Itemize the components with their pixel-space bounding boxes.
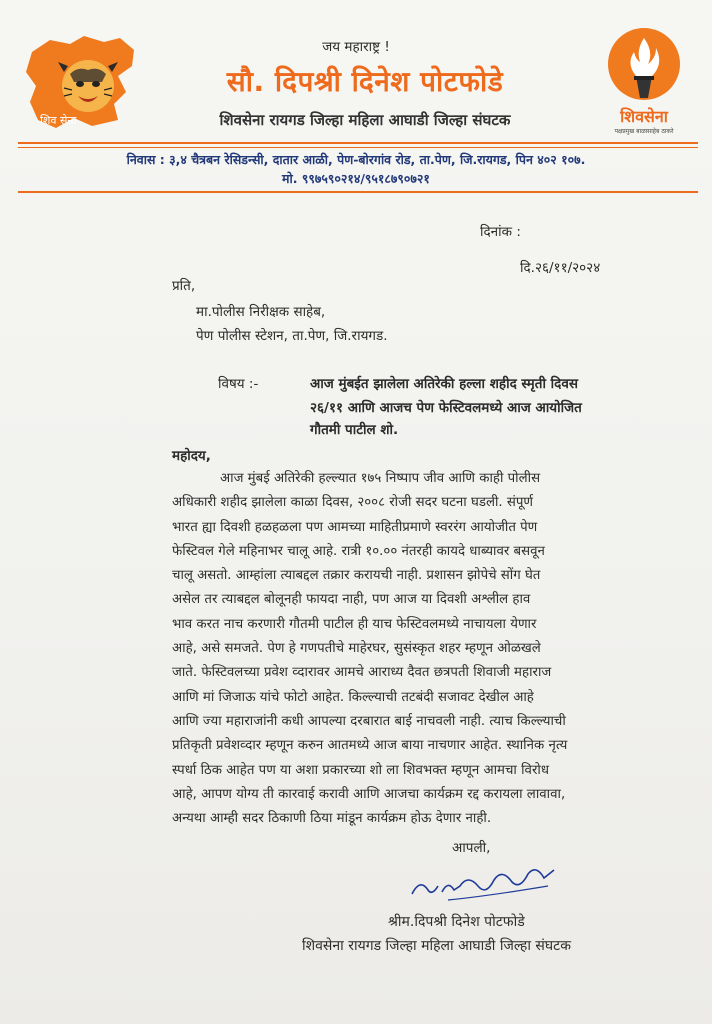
body-line: प्रतिकृती प्रवेशव्दार म्हणून करुन आतमध्ये आज बाया नाचणार आहेत. स्थानिक नृत्य bbox=[172, 738, 568, 754]
right-logo-text: शिवसेना bbox=[620, 107, 668, 126]
letterhead-designation: शिवसेना रायगड जिल्हा महिला आघाडी जिल्हा संघटक bbox=[219, 111, 511, 129]
tagline: जय महाराष्ट्र ! bbox=[322, 39, 390, 55]
body-line: स्पर्धा ठिक आहेत पण या अशा प्रकारच्या शो ला शिवभक्त म्हणून आमचा विरोध bbox=[172, 762, 549, 778]
header-divider-top bbox=[18, 142, 698, 144]
body-line: आणि ज्या महाराजांनी कधी आपल्या दरबारात बाई नाचवली नाही. त्याच किल्ल्याची bbox=[172, 713, 566, 729]
header-divider-top-thin bbox=[18, 147, 698, 148]
subject-label: विषय :- bbox=[218, 376, 259, 392]
body-line: भाव करत नाच करणारी गौतमी पाटील ही याच फेस्टिवलमध्ये नाचायला येणार bbox=[172, 616, 537, 632]
body-line: आणि मां जिजाऊ यांचे फोटो आहेत. किल्ल्याची तटबंदी सजावट देखील आहे bbox=[172, 689, 534, 705]
address-line: निवास : ३,४ चैत्रबन रेसिडन्सी, दातार आळी, पेण-बोरगांव रोड, ता.पेण, जि.रायगड, पिन ४०२ १०७. bbox=[126, 152, 586, 167]
body-line: जाते. फेस्टिवलच्या प्रवेश व्दारावर आमचे आराध्य दैवत छत्रपती शिवाजी महाराज bbox=[172, 665, 552, 681]
recipient-address: पेण पोलीस स्टेशन, ता.पेण, जि.रायगड. bbox=[196, 328, 388, 344]
right-logo-subtext: पक्षप्रमुख बाळासाहेब ठाकरे bbox=[614, 128, 674, 135]
addressee-prefix: प्रति, bbox=[172, 278, 196, 294]
left-logo-text: शिव सेना bbox=[40, 114, 77, 127]
signer-designation: शिवसेना रायगड जिल्हा महिला आघाडी जिल्हा संघटक bbox=[302, 938, 571, 954]
body-line: अन्यथा आम्ही सदर ठिकाणी ठिया मांडून कार्यक्रम होऊ देणार नाही. bbox=[172, 811, 492, 827]
closing: आपली, bbox=[452, 840, 491, 856]
salutation: महोदय, bbox=[172, 448, 211, 464]
subject-line: गौतमी पाटील शो. bbox=[310, 422, 399, 438]
date-value: दि.२६/११/२०२४ bbox=[520, 260, 601, 276]
letterhead-name: सौ. दिपश्री दिनेश पोटफोडे bbox=[226, 65, 504, 98]
signer-name: श्रीम.दिपश्री दिनेश पोटफोडे bbox=[388, 914, 525, 930]
signature bbox=[408, 856, 558, 906]
subject-line: आज मुंबईत झालेला अतिरेकी हल्ला शहीद स्मृती दिवस bbox=[310, 376, 578, 392]
body-line: फेस्टिवल गेले महिनाभर चालू आहे. रात्री १०.०० नंतरही कायदे धाब्यावर बसवून bbox=[172, 543, 545, 559]
header-divider-bottom bbox=[18, 191, 698, 193]
date-label: दिनांक : bbox=[480, 224, 521, 240]
mobile-line: मो. ९९७५९०२१४/९५१८७९०७२१ bbox=[282, 171, 430, 186]
body-line: चालू असतो. आम्हांला त्याबद्दल तक्रार करायची नाही. प्रशासन झोपेचे सोंग घेत bbox=[172, 568, 541, 584]
body-line: भारत ह्या दिवशी हळहळला पण आमच्या माहितीप्रमाणे स्वररंग आयोजीत पेण bbox=[172, 519, 538, 535]
body-line: आहे, असे समजते. पेण हे गणपतीचे माहेरघर, सुसंस्कृत शहर म्हणून ओळखले bbox=[172, 641, 541, 657]
torch-logo bbox=[596, 24, 692, 136]
body-line: असेल तर त्याबद्दल बोलूनही फायदा नाही, पण आज या दिवशी अश्लील हाव bbox=[172, 592, 531, 608]
subject-line: २६/११ आणि आजच पेण फेस्टिवलमध्ये आज आयोजित bbox=[310, 400, 582, 416]
body-line: आज मुंबई अतिरेकी हल्ल्यात १७५ निष्पाप जीव आणि काही पोलीस bbox=[220, 471, 541, 486]
letter-body bbox=[172, 468, 662, 832]
body-line: अधिकारी शहीद झालेला काळा दिवस, २००८ रोजी सदर घटना घडली. संपूर्ण bbox=[172, 495, 534, 511]
recipient-name: मा.पोलीस निरीक्षक साहेब, bbox=[196, 304, 326, 320]
body-line: आहे, आपण योग्य ती कारवाई करावी आणि आजचा कार्यक्रम रद्द करायला लावावा, bbox=[172, 786, 566, 802]
